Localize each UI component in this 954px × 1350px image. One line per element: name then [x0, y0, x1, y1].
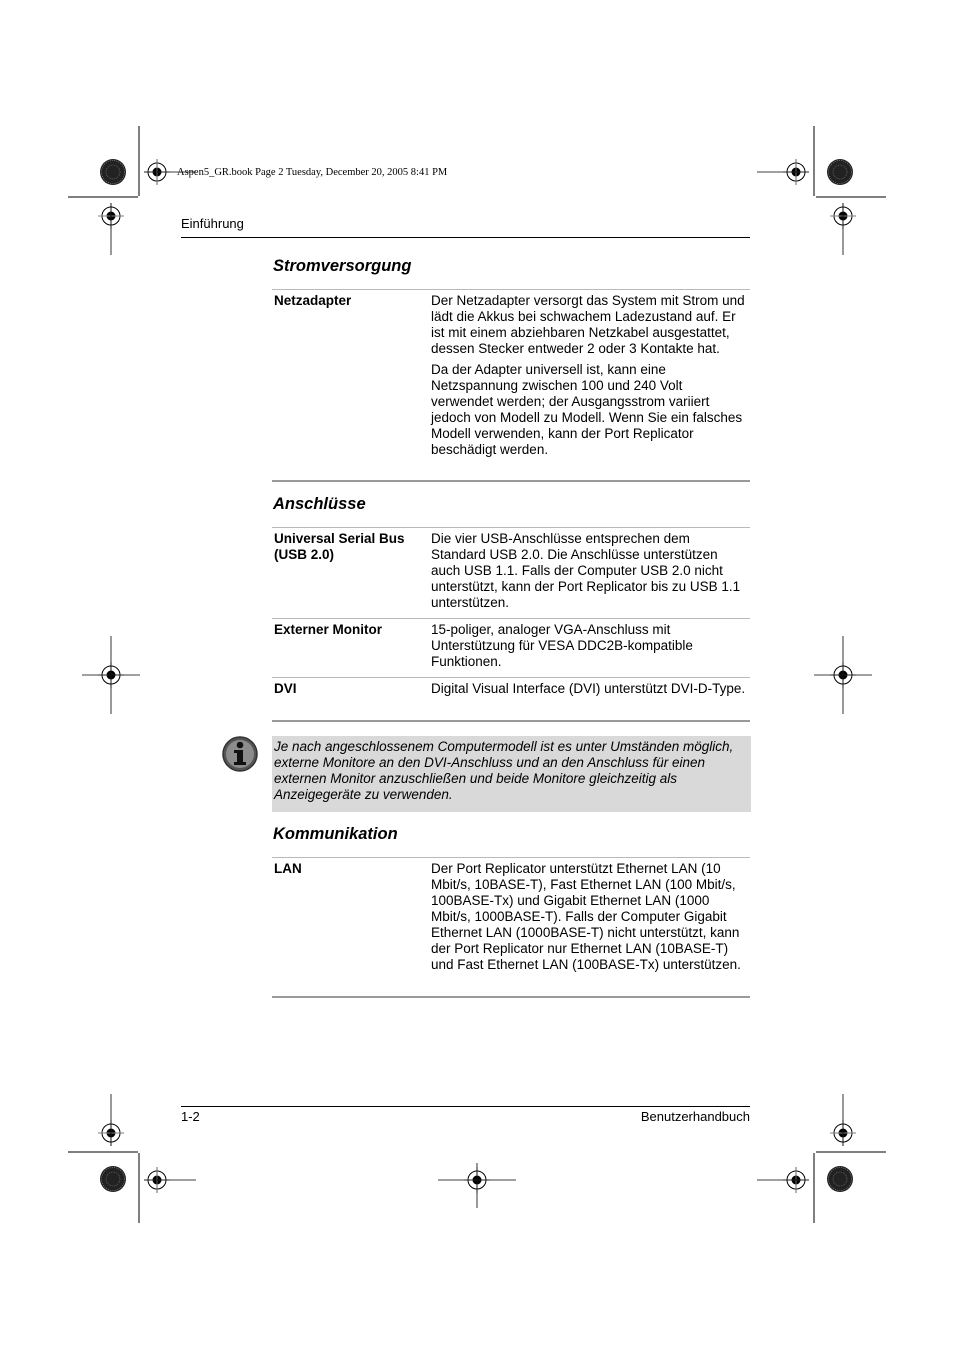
- row-term-netzadapter: Netzadapter: [274, 293, 352, 308]
- row-term-lan: LAN: [274, 861, 302, 876]
- desc-paragraph: Da der Adapter universell ist, kann eine Netzspannung zwischen 100 und 240 Volt verwendet werden; der Ausgangsstrom variiert jedoch von Modell zu Modell. Wenn Sie ein falsches Modell verwenden, kann der Port Replicator beschädigt werden.: [431, 362, 743, 457]
- book-title: Benutzerhandbuch: [640, 1109, 750, 1124]
- desc-paragraph: Die vier USB-Anschlüsse entsprechen dem Standard USB 2.0. Die Anschlüsse unterstützen auch USB 1.1. Falls der Computer USB 2.0 nicht unterstützt, kann der Port Replicator bis zu USB 1.1 unterstützen.: [431, 531, 741, 610]
- running-header: Einführung: [181, 216, 244, 231]
- desc-paragraph: Digital Visual Interface (DVI) unterstützt DVI-D-Type.: [431, 681, 746, 696]
- desc-paragraph: Der Netzadapter versorgt das System mit Strom und lädt die Akkus bei schwachem Ladezustand auf. Er ist mit einem abziehbaren Netzkabel ausgestattet, dessen Stecker entweder 2 oder 3 Kontakte hat.: [431, 293, 745, 356]
- row-term-dvi: DVI: [274, 681, 297, 696]
- section-title-anschluesse: Anschlüsse: [273, 495, 366, 513]
- note-text: Je nach angeschlossenem Computermodell ist es unter Umständen möglich, externe Monitore an den DVI-Anschluss und an den Anschluss für einen externen Monitor anzuschließen und beide Monitore gleichzeitig als Anzeigegeräte zu verwenden.: [274, 739, 734, 802]
- desc-paragraph: 15-poliger, analoger VGA-Anschluss mit Unterstützung für VESA DDC2B-kompatible Funktionen.: [431, 622, 693, 669]
- desc-paragraph: Der Port Replicator unterstützt Ethernet LAN (10 Mbit/s, 10BASE-T), Fast Ethernet LAN (100 Mbit/s, 100BASE-Tx) und Gigabit Ethernet LAN (1000 Mbit/s, 1000BASE-T). Falls der Computer Gigabit Ethernet LAN (1000BASE-T) nicht unterstützt, kann der Port Replicator nur Ethernet LAN (10BASE-T) und Fast Ethernet LAN (100BASE-Tx) unterstützen.: [431, 861, 741, 972]
- row-term-externer-monitor: Externer Monitor: [274, 622, 383, 637]
- print-info: Aspen5_GR.book Page 2 Tuesday, December 20, 2005 8:41 PM: [177, 167, 448, 178]
- section-title-kommunikation: Kommunikation: [273, 825, 398, 843]
- row-term-usb: Universal Serial Bus (USB 2.0): [274, 531, 405, 562]
- page-number: 1-2: [181, 1109, 200, 1124]
- section-title-stromversorgung: Stromversorgung: [273, 257, 412, 275]
